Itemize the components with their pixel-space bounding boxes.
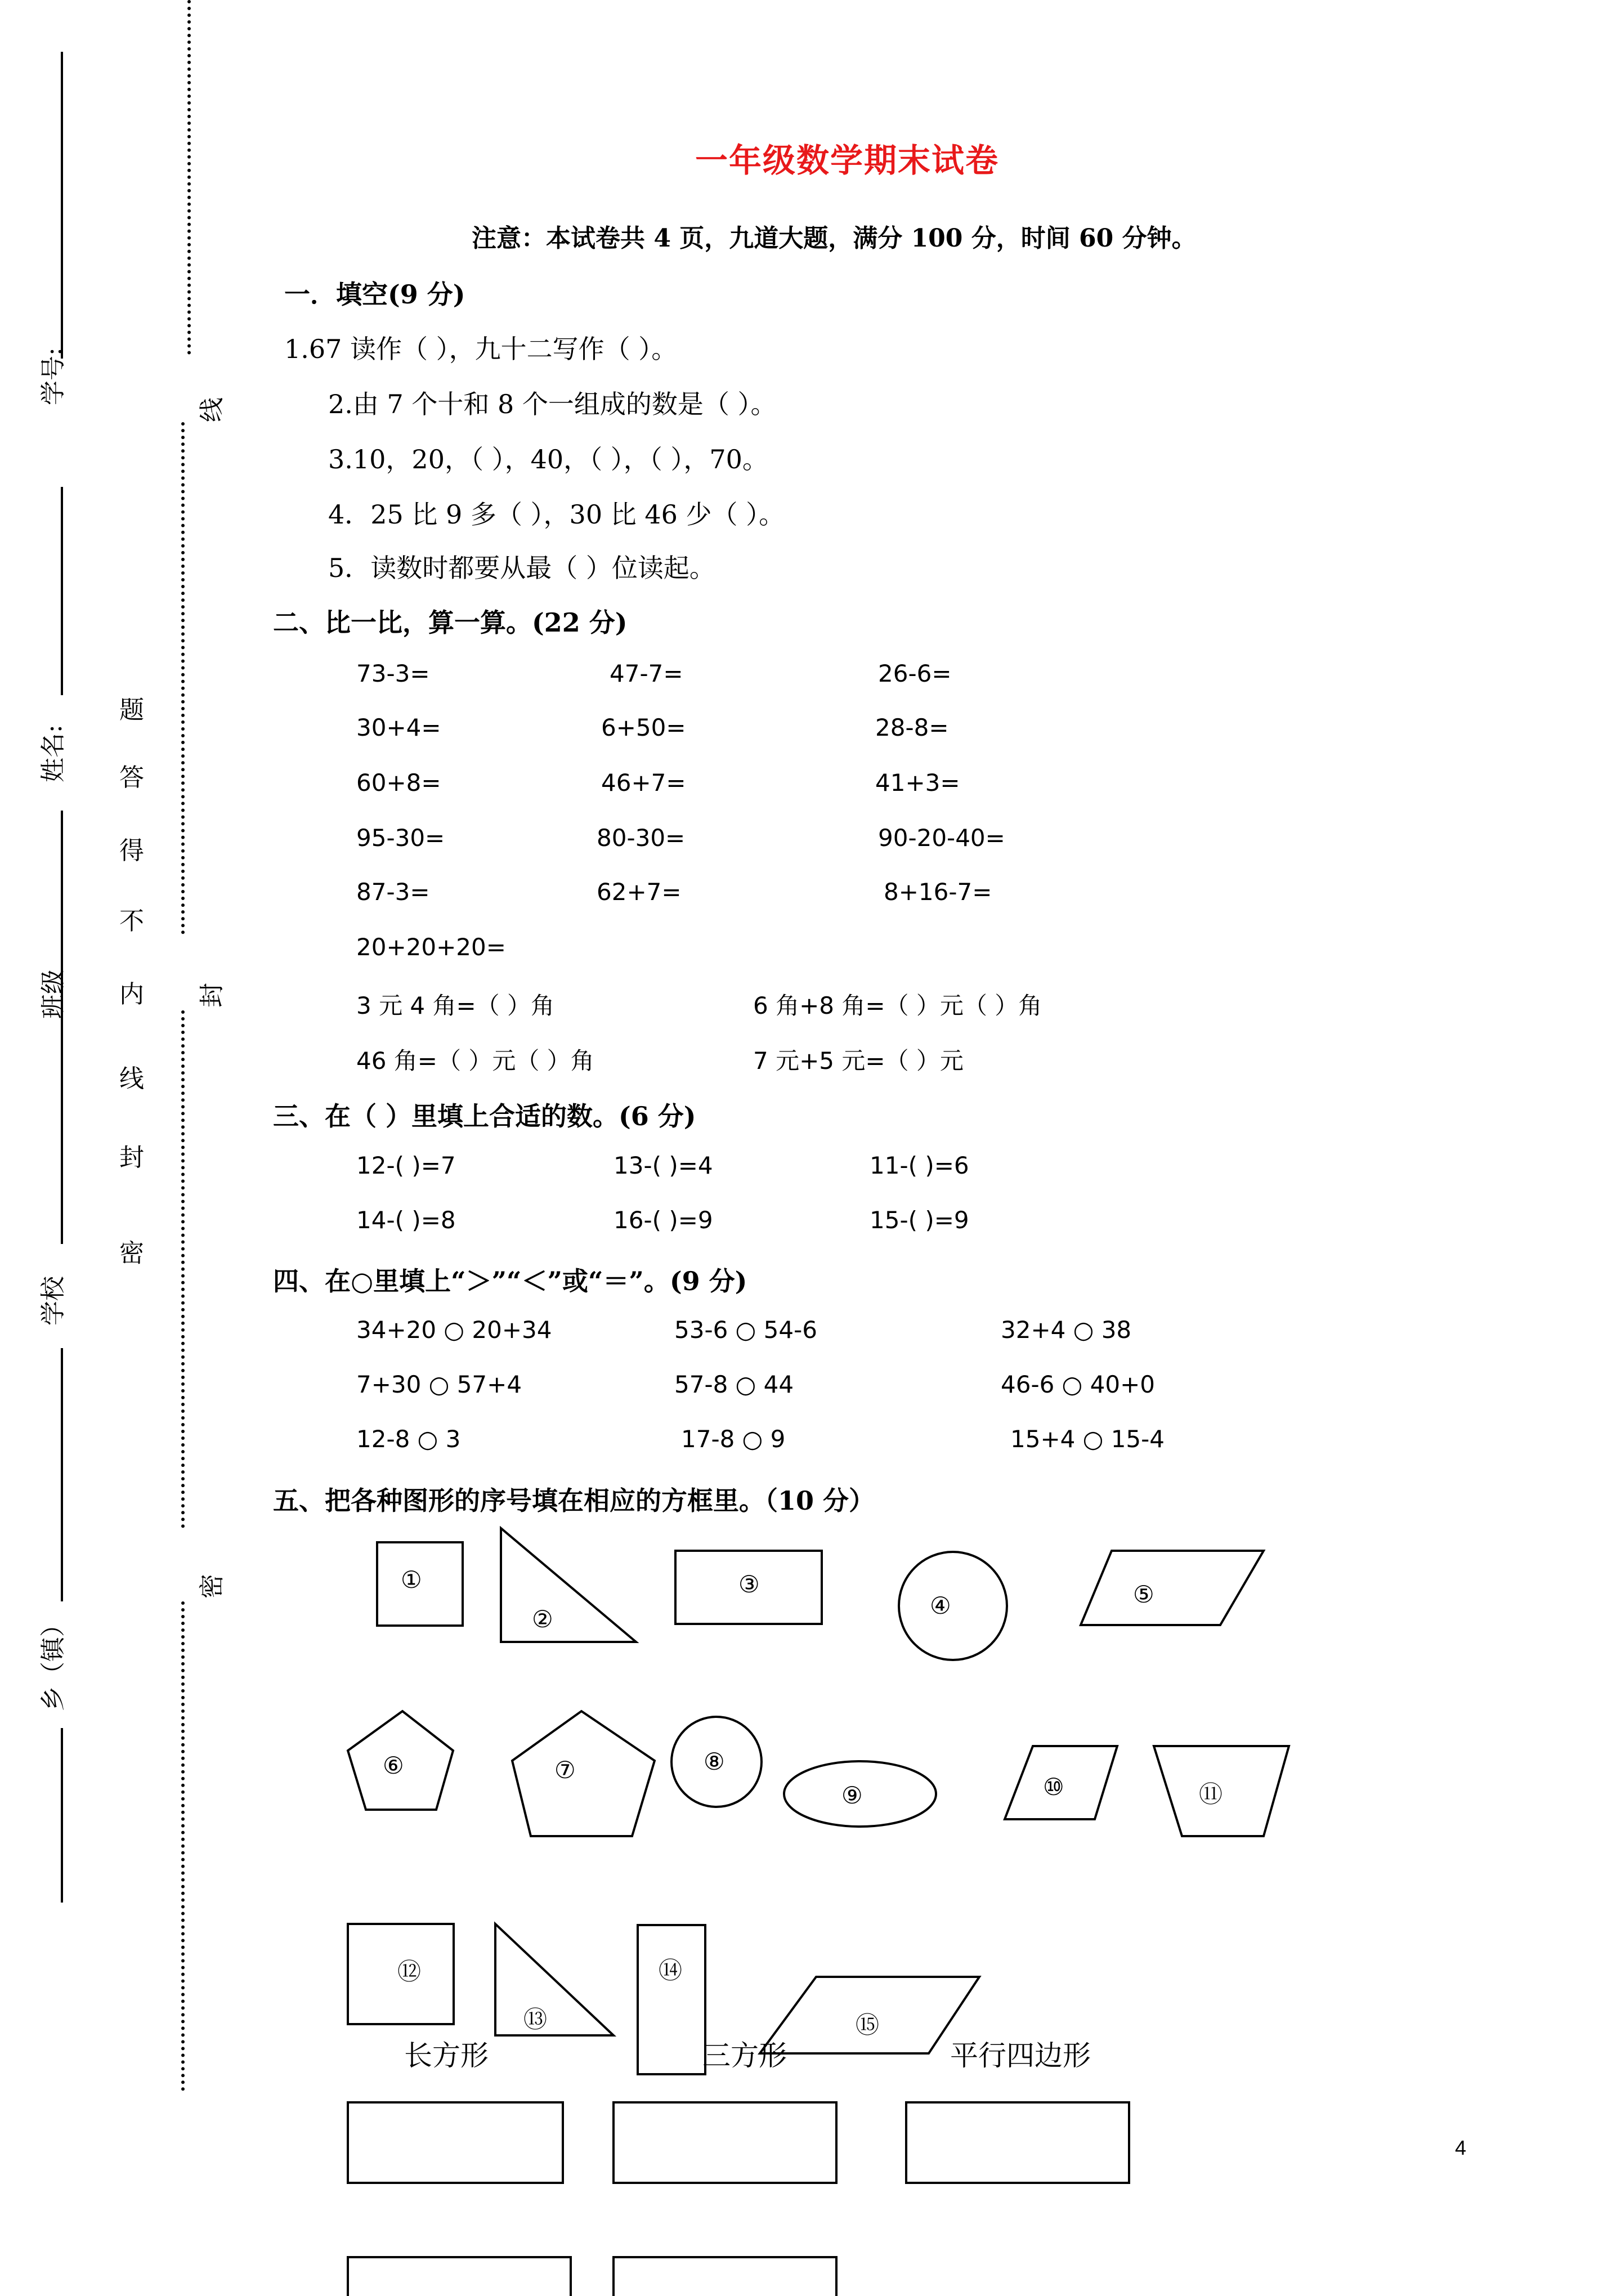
shape-pentagon [512, 1711, 655, 1836]
shape-number: ③ [738, 1570, 760, 1598]
answer-box [614, 2257, 836, 2296]
section-heading: 五、把各种图形的序号填在相应的方框里。（10 分） [273, 1485, 875, 1516]
shape-number: ⑥ [383, 1752, 404, 1779]
question-item: 3.10，20，（ ），40，（ ），（ ），70。 [328, 444, 768, 475]
shape-number: ⑤ [1133, 1581, 1154, 1608]
problem: 41+3= [875, 769, 960, 796]
question-item: 5．读数时都要从最（ ）位读起。 [328, 553, 715, 583]
comparison: 46-6 ○ 40+0 [1001, 1371, 1156, 1398]
township-label: 乡（镇） [39, 1612, 68, 1711]
page-title: 一年级数学期末试卷 [695, 141, 1000, 180]
shape-number: ⑪ [1199, 1780, 1223, 1808]
problem: 95-30= [356, 824, 445, 852]
page-number: 4 [1455, 2136, 1467, 2159]
instruction-char: 线 [119, 1064, 144, 1093]
problem: 20+20+20= [356, 933, 506, 961]
problem: 16-( )=9 [614, 1206, 713, 1234]
binding-line [61, 811, 63, 1244]
answer-box [348, 2257, 571, 2296]
binding-line [61, 1348, 63, 1601]
exam-notice: 注意：本试卷共 4 页，九道大题，满分 100 分，时间 60 分钟。 [472, 224, 1197, 253]
problem: 30+4= [356, 714, 441, 741]
problem: 80-30= [597, 824, 686, 852]
problem: 73-3= [356, 660, 430, 687]
shape-triangle [495, 1924, 614, 2035]
section-heading: 二、比一比，算一算。(22 分) [273, 607, 628, 638]
shape-triangle [501, 1528, 636, 1642]
problem: 8+16-7= [884, 878, 992, 906]
section-heading: 四、在○里填上“＞”“＜”或“＝”。(9 分) [273, 1266, 747, 1296]
category-label-parallelogram: 平行四边形 [950, 2039, 1091, 2072]
problem: 87-3= [356, 878, 430, 906]
shape-number: ⑫ [397, 1958, 422, 1985]
comparison: 34+20 ○ 20+34 [356, 1316, 552, 1344]
cut-dotted-line [181, 1010, 185, 1528]
shape-rectangle [638, 1925, 705, 2074]
section-heading: 一．填空(9 分) [284, 279, 465, 310]
shape-circle [899, 1552, 1007, 1660]
problem: 47-7= [610, 660, 683, 687]
instruction-char: 封 [119, 1143, 144, 1172]
student-number-label: 学号: [39, 347, 68, 405]
question-item: 1.67 读作（ ），九十二写作（ ）。 [284, 334, 678, 364]
seal-label-mi: 密 [198, 1574, 226, 1599]
shape-number: ⑬ [523, 2006, 548, 2033]
problem: 62+7= [597, 878, 682, 906]
problem: 11-( )=6 [870, 1152, 969, 1179]
problem: 90-20-40= [878, 824, 1005, 852]
seal-label-xian: 线 [198, 397, 226, 422]
shape-number: ① [401, 1566, 422, 1594]
shape-number: ⑦ [554, 1756, 576, 1784]
money-problem: 7 元+5 元=（ ）元 [753, 1047, 964, 1075]
shape-parallelogram [1081, 1551, 1264, 1625]
binding-line [61, 52, 63, 359]
shape-number: ⑭ [659, 1957, 683, 1984]
comparison: 7+30 ○ 57+4 [356, 1371, 522, 1398]
answer-box [348, 2102, 563, 2183]
shape-number: ⑧ [704, 1748, 725, 1775]
comparison: 17-8 ○ 9 [681, 1425, 786, 1453]
category-label-triangle: 三方形 [702, 2039, 787, 2072]
instruction-char: 密 [119, 1239, 144, 1268]
comparison: 57-8 ○ 44 [674, 1371, 794, 1398]
question-item: 4．25 比 9 多（ ），30 比 46 少（ ）。 [328, 499, 785, 530]
instruction-char: 内 [119, 980, 144, 1009]
section-heading: 三、在（ ）里填上合适的数。(6 分) [273, 1101, 696, 1131]
answer-box [906, 2102, 1129, 2183]
seal-label-feng: 封 [198, 983, 226, 1008]
problem: 6+50= [601, 714, 686, 741]
money-problem: 6 角+8 角=（ ）元（ ）角 [753, 992, 1042, 1019]
cut-dotted-line [181, 1601, 185, 2091]
comparison: 15+4 ○ 15-4 [1010, 1425, 1165, 1453]
instruction-char: 题 [119, 696, 144, 724]
name-label: 姓名: [39, 724, 68, 782]
money-problem: 3 元 4 角=（ ）角 [356, 992, 555, 1019]
shape-number: ⑩ [1043, 1773, 1064, 1801]
problem: 14-( )=8 [356, 1206, 456, 1234]
problem: 12-( )=7 [356, 1152, 456, 1179]
money-problem: 46 角=（ ）元（ ）角 [356, 1047, 594, 1075]
cut-dotted-line [181, 422, 185, 934]
comparison: 53-6 ○ 54-6 [674, 1316, 817, 1344]
comparison: 32+4 ○ 38 [1001, 1316, 1132, 1344]
instruction-char: 得 [119, 836, 144, 865]
problem: 26-6= [878, 660, 952, 687]
instruction-char: 不 [119, 907, 144, 936]
shape-number: ⑮ [856, 2011, 880, 2039]
class-label: 班级 [39, 969, 68, 1019]
shape-number: ⑨ [841, 1782, 863, 1809]
question-item: 2.由 7 个十和 8 个一组成的数是（ ）。 [328, 389, 777, 419]
answer-box [614, 2102, 836, 2183]
category-label-rectangle: 长方形 [404, 2039, 489, 2072]
problem: 28-8= [875, 714, 949, 741]
binding-line [61, 1728, 63, 1903]
problem: 13-( )=4 [614, 1152, 713, 1179]
problem: 46+7= [601, 769, 686, 796]
shape-number: ④ [930, 1592, 951, 1619]
binding-line [61, 487, 63, 695]
cut-dotted-line [187, 0, 191, 355]
school-label: 学校 [39, 1276, 68, 1326]
comparison: 12-8 ○ 3 [356, 1425, 461, 1453]
problem: 60+8= [356, 769, 441, 796]
shape-number: ② [532, 1605, 553, 1633]
problem: 15-( )=9 [870, 1206, 969, 1234]
instruction-char: 答 [119, 763, 144, 792]
